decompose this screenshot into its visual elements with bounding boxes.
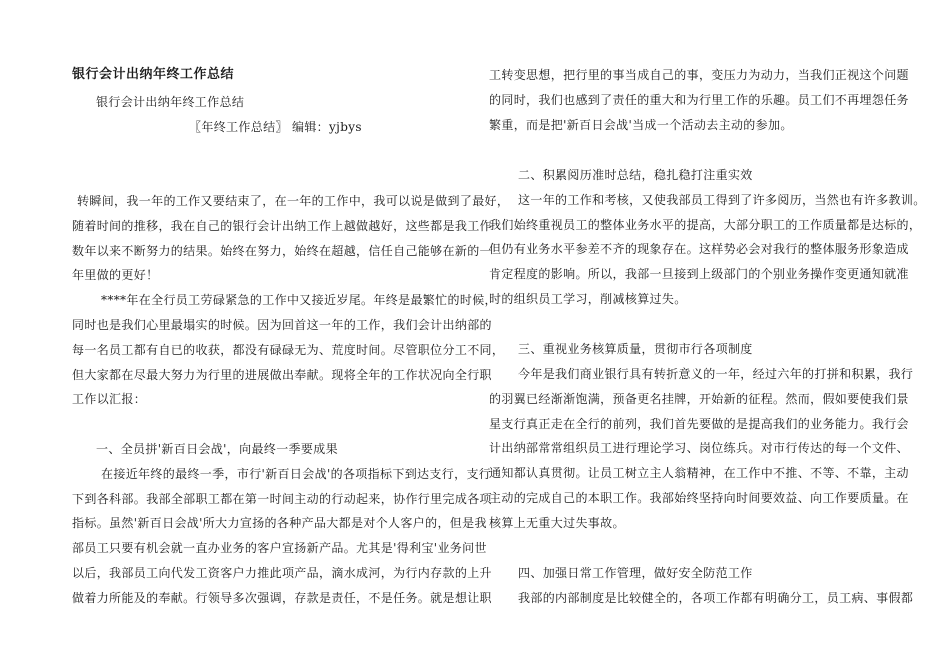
paragraph-line: 年里做的更好！ xyxy=(72,268,159,282)
paragraph-line: 的羽翼已经渐渐饱满，预备更名挂牌，开始新的征程。然而，假如要使我们景 xyxy=(489,392,909,406)
paragraph-line: 肯定程度的影响。所以，我部一旦接到上级部门的个别业务操作变更通知就准 xyxy=(489,267,909,281)
paragraph-line: 这一年的工作和考核，又使我部员工得到了许多阅历，当然也有许多教训。 xyxy=(518,193,926,207)
paragraph-line: 指标。虽然'新百日会战'所大力宣扬的各种产品大都是对个人客户的，但是我 xyxy=(72,516,487,530)
document-meta: 〖年终工作总结〗 编辑：yjbys xyxy=(189,120,362,134)
document-subtitle: 银行会计出纳年终工作总结 xyxy=(96,95,245,109)
paragraph-line: ****年在全行员工劳碌紧急的工作中又接近岁尾。年终是最繁忙的时候， xyxy=(101,293,497,307)
paragraph-line: 工作以汇报： xyxy=(72,392,147,406)
section-heading-1: 一、全员拼'新百日会战'，向最终一季要成果 xyxy=(96,442,338,456)
paragraph-line: 但仍有业务水平参差不齐的现象存在。这样势必会对我行的整体服务形象造成 xyxy=(489,242,909,256)
paragraph-line: 做着力所能及的奉献。行领导多次强调，存款是责任，不是任务。就是想让职 xyxy=(72,591,492,605)
paragraph-line: 繁重，而是把'新百日会战'当成一个活动去主动的参加。 xyxy=(489,118,793,132)
paragraph-line: 转瞬间，我一年的工作又要结束了，在一年的工作中，我可以说是做到了最好， xyxy=(77,194,510,208)
paragraph-line: 但大家都在尽最大努力为行里的进展做出奉献。现将全年的工作状况向全行职 xyxy=(72,368,492,382)
paragraph-line: 数年以来不断努力的结果。始终在努力，始终在超越，信任自己能够在新的一 xyxy=(72,244,492,258)
paragraph-line: 今年是我们商业银行具有转折意义的一年，经过六年的打拼和积累，我行 xyxy=(518,367,914,381)
paragraph-line: 通知都认真贯彻。让员工树立主人翁精神，在工作中不推、不等、不靠，主动 xyxy=(489,466,909,480)
section-heading-4: 四、加强日常工作管理，做好安全防范工作 xyxy=(518,566,753,580)
paragraph-line: 时的组织员工学习，削减核算过失。 xyxy=(489,292,687,306)
paragraph-line: 我们始终重视员工的整体业务水平的提高，大部分职工的工作质量都是达标的， xyxy=(489,218,922,232)
document-title: 银行会计出纳年终工作总结 xyxy=(72,67,235,82)
paragraph-line: 主动的完成自己的本职工作。我部始终坚持向时间要效益、向工作要质量。在 xyxy=(489,491,909,505)
section-heading-2: 二、积累阅历准时总结，稳扎稳打注重实效 xyxy=(518,168,753,182)
paragraph-line: 我部的内部制度是比较健全的，各项工作都有明确分工，员工病、事假都 xyxy=(518,591,914,605)
paragraph-line: 随着时间的推移，我在自己的银行会计出纳工作上越做越好，这些都是我工作 xyxy=(72,219,492,233)
paragraph-line: 工转变思想，把行里的事当成自己的事，变压力为动力，当我们正视这个问题 xyxy=(489,68,909,82)
paragraph-line: 同时也是我们心里最塌实的时候。因为回首这一年的工作，我们会计出纳部的 xyxy=(72,318,492,332)
paragraph-line: 的同时，我们也感到了责任的重大和为行里工作的乐趣。员工们不再埋怨任务 xyxy=(489,93,909,107)
paragraph-line: 星支行真正走在全行的前列，我们首先要做的是提高我们的业务能力。我行会 xyxy=(489,417,909,431)
paragraph-line: 下到各科部。我部全部职工都在第一时间主动的行动起来，协作行里完成各项 xyxy=(72,492,492,506)
paragraph-line: 核算上无重大过失事故。 xyxy=(489,516,625,530)
paragraph-line: 以后，我部员工向代发工资客户力推此项产品，滴水成河，为行内存款的上升 xyxy=(72,566,492,580)
paragraph-line: 部员工只要有机会就一直办业务的客户宣扬新产品。尤其是'得利宝'业务问世 xyxy=(72,541,487,555)
paragraph-line: 计出纳部常常组织员工进行理论学习、岗位练兵。对市行传达的每一个文件、 xyxy=(489,441,909,455)
paragraph-line: 每一名员工都有自已的收获，都没有碌碌无为、荒度时间。尽管职位分工不同， xyxy=(72,343,505,357)
section-heading-3: 三、重视业务核算质量，贯彻市行各项制度 xyxy=(518,342,753,356)
paragraph-line: 在接近年终的最终一季，市行'新百日会战'的各项指标下到达支行，支行 xyxy=(101,467,492,481)
